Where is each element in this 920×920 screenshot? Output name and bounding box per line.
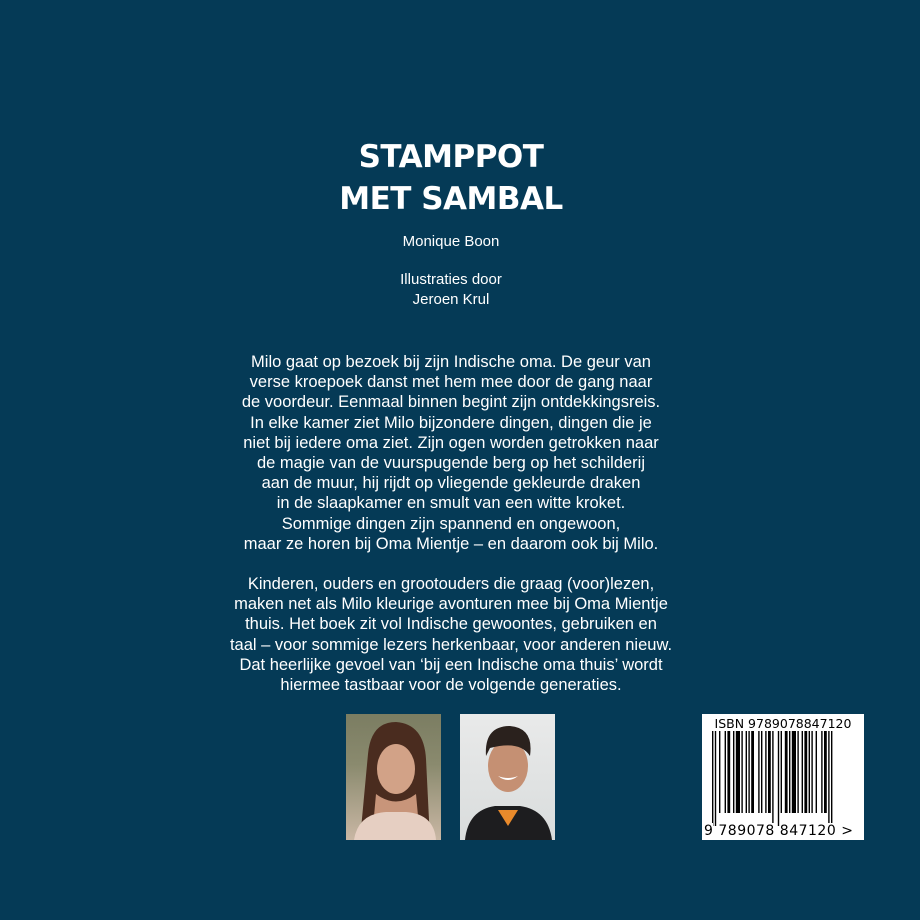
barcode-bar bbox=[715, 731, 716, 826]
barcode-bar bbox=[725, 731, 726, 813]
barcode-bar bbox=[781, 731, 782, 813]
blurb-line: Dat heerlijke gevoel van ‘bij een Indische oma thuis’ wordt bbox=[239, 655, 663, 674]
isbn-barcode bbox=[702, 714, 864, 840]
blurb-line: aan de muur, hij rijdt op vliegende gekleurde draken bbox=[261, 474, 641, 493]
barcode-bar bbox=[785, 731, 788, 813]
blurb-line: Kinderen, ouders en grootouders die graag (voor)lezen, bbox=[247, 575, 655, 593]
barcode-bar bbox=[741, 731, 742, 813]
barcode-bar bbox=[772, 731, 773, 826]
blurb-line: taal – voor sommige lezers herkenbaar, voor anderen nieuw. bbox=[229, 635, 673, 654]
barcode-bar bbox=[746, 731, 747, 813]
barcode-digit-first: 9 bbox=[704, 823, 714, 839]
barcode-bar bbox=[736, 731, 740, 813]
barcode-bar bbox=[768, 731, 771, 813]
barcode-bar bbox=[792, 731, 796, 813]
blurb-line: hiermee tastbaar voor de volgende generaties. bbox=[280, 676, 622, 695]
isbn-label: ISBN 9789078847120 bbox=[714, 716, 852, 731]
blurb-line: Milo gaat op bezoek bij zijn Indische oma. De geur van bbox=[251, 353, 651, 371]
blurb-line: niet bij iedere oma ziet. Zijn ogen worden getrokken naar bbox=[243, 433, 659, 452]
barcode-bar bbox=[751, 731, 754, 813]
author-name: Monique Boon bbox=[402, 233, 500, 250]
blurb-line: de voordeur. Eenmaal binnen begint zijn ontdekkingsreis. bbox=[241, 393, 661, 412]
title-line: MET SAMBAL bbox=[339, 181, 563, 217]
author-photo bbox=[346, 714, 441, 840]
barcode-bar bbox=[802, 731, 803, 813]
barcode-bar bbox=[758, 731, 759, 813]
illustrator-name: Jeroen Krul bbox=[412, 291, 490, 308]
barcode-bar bbox=[811, 731, 812, 813]
barcode-bar bbox=[712, 731, 713, 826]
blurb-line: In elke kamer ziet Milo bijzondere dingen, dingen die je bbox=[250, 413, 652, 432]
barcode-digits-right: 847120 bbox=[779, 823, 837, 839]
blurb-line: verse kroepoek danst met hem mee door de gang naar bbox=[249, 373, 653, 392]
blurb-paragraph-2 bbox=[0, 574, 902, 695]
barcode-bar bbox=[821, 731, 822, 813]
barcode-bar bbox=[748, 731, 749, 813]
barcode-bar bbox=[778, 731, 779, 826]
barcode-bar bbox=[828, 731, 829, 826]
barcode-bar bbox=[719, 731, 720, 813]
barcode-digits-left: 789078 bbox=[718, 823, 775, 839]
illustrator-label: Illustraties door bbox=[400, 271, 502, 288]
book-title bbox=[0, 136, 902, 220]
barcode-bar bbox=[789, 731, 790, 813]
blurb-line: Sommige dingen zijn spannend en ongewoon, bbox=[281, 514, 621, 533]
barcode-bar bbox=[831, 731, 832, 826]
barcode-bar bbox=[816, 731, 817, 813]
illustrator-photo bbox=[460, 714, 555, 840]
blurb-paragraph-1 bbox=[0, 352, 902, 554]
blurb-line: de magie van de vuurspugende berg op het schilderij bbox=[256, 454, 645, 473]
blurb-line: in de slaapkamer en smult van een witte kroket. bbox=[276, 494, 626, 513]
title-line: STAMPPOT bbox=[358, 139, 544, 175]
barcode-bar bbox=[824, 731, 827, 813]
blurb-line: thuis. Het boek zit vol Indische gewoontes, gebruiken en bbox=[245, 615, 657, 634]
blurb-line: maar ze horen bij Oma Mientje – en daarom ook bij Milo. bbox=[243, 534, 659, 553]
barcode-bar bbox=[804, 731, 807, 813]
illustrator-credit bbox=[0, 270, 902, 310]
barcode-bar bbox=[765, 731, 766, 813]
barcode-bar bbox=[797, 731, 798, 813]
barcode-arrow: > bbox=[841, 823, 854, 839]
barcode-bar bbox=[761, 731, 762, 813]
blurb-line: maken net als Milo kleurige avonturen mee bij Oma Mientje bbox=[234, 595, 668, 614]
barcode-bars bbox=[712, 731, 842, 826]
barcode-bar bbox=[727, 731, 730, 813]
barcode-digits bbox=[704, 823, 853, 839]
barcode-bar bbox=[733, 731, 734, 813]
barcode-bar bbox=[809, 731, 810, 813]
